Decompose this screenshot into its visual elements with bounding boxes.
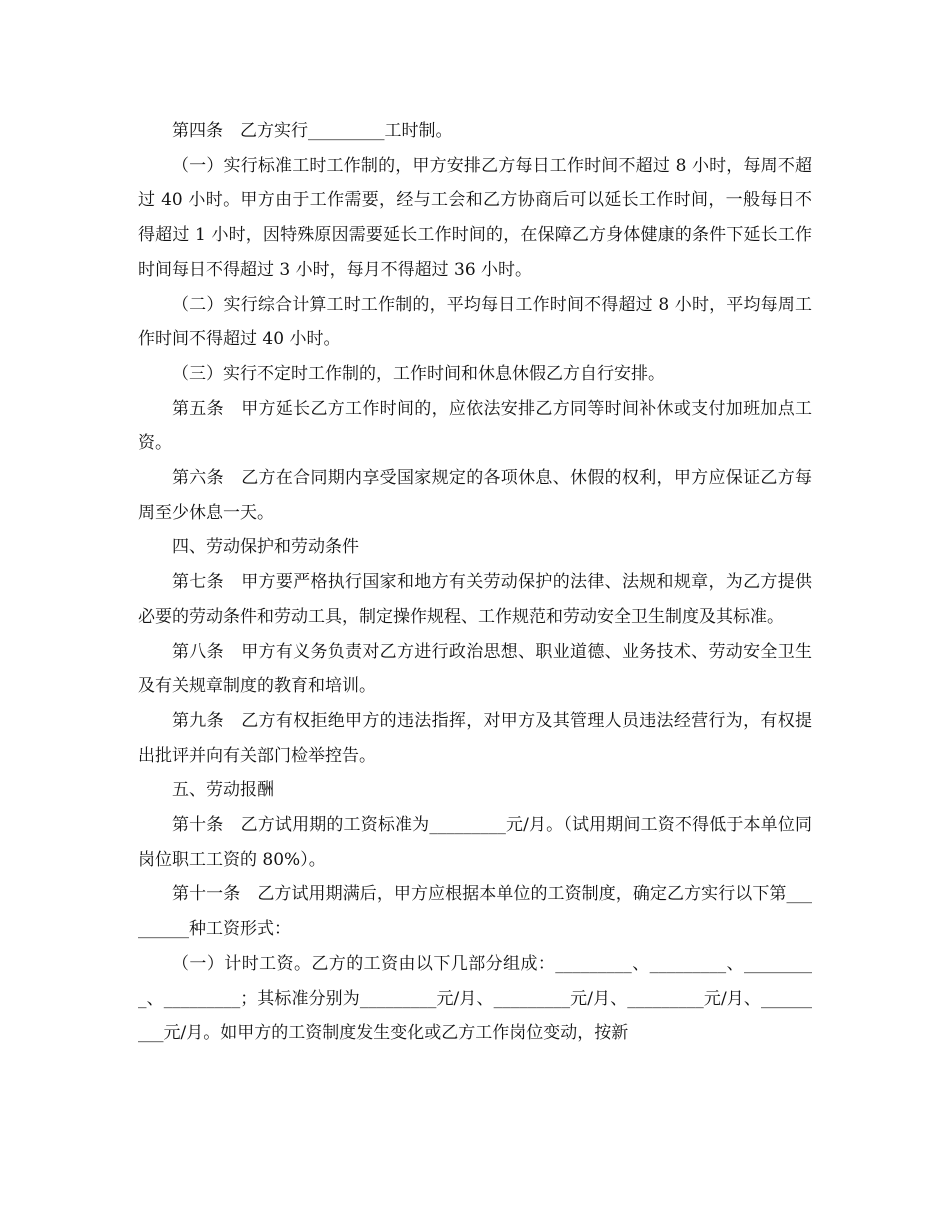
standard-hours-paragraph: （一）实行标准工时工作制的，甲方安排乙方每日工作时间不超过 8 小时，每周不超过 40 小时。甲方由于工作需要，经与工会和乙方协商后可以延长工作时间，一般每日不得超过 1 小时，因特殊原因需要延长工作时间的，在保障乙方身体健康的条件下延长工作时间每日不得超过 3 小时，每月不得超过 36 小时。 [138, 155, 812, 280]
section-5-heading: 五、劳动报酬 [172, 780, 274, 801]
clause-6-paragraph: 第六条 乙方在合同期内享受国家规定的各项休息、休假的权利，甲方应保证乙方每周至少休息一天。 [138, 468, 812, 523]
clause-11-paragraph: 第十一条 乙方试用期满后，甲方应根据本单位的工资制度，确定乙方实行以下第_________种工资形式： [138, 884, 812, 940]
clause-9-paragraph: 第九条 乙方有权拒绝甲方的违法指挥，对甲方及其管理人员违法经营行为，有权提出批评并向有关部门检举控告。 [138, 710, 812, 766]
clause-10-paragraph: 第十条 乙方试用期的工资标准为_________元/月。（试用期间工资不得低于本单位同岗位职工工资的 80%）。 [138, 815, 812, 870]
section-4-heading: 四、劳动保护和劳动条件 [172, 537, 359, 558]
flexible-hours-paragraph: （三）实行不定时工作制的，工作时间和休息休假乙方自行安排。 [172, 363, 665, 384]
clause-4-paragraph: 第四条 乙方实行_________工时制。 [172, 121, 453, 141]
clause-7-paragraph: 第七条 甲方要严格执行国家和地方有关劳动保护的法律、法规和规章，为乙方提供必要的劳动条件和劳动工具，制定操作规程、工作规范和劳动安全卫生制度及其标准。 [138, 572, 812, 627]
time-wage-paragraph: （一）计时工资。乙方的工资由以下几部分组成：_________、_________、_________、_________；其标准分别为_________元/月、_________元/月、_________元/月、_________元/月。如甲方的工资制度发生变化或乙方工作岗位变动，按新 [138, 953, 812, 1044]
document-body [138, 114, 812, 1051]
clause-5-paragraph: 第五条 甲方延长乙方工作时间的，应依法安排乙方同等时间补休或支付加班加点工资。 [138, 398, 812, 454]
clause-8-paragraph: 第八条 甲方有义务负责对乙方进行政治思想、职业道德、业务技术、劳动安全卫生及有关规章制度的教育和培训。 [138, 641, 812, 697]
comprehensive-hours-paragraph: （二）实行综合计算工时工作制的，平均每日工作时间不得超过 8 小时，平均每周工作时间不得超过 40 小时。 [138, 294, 812, 350]
